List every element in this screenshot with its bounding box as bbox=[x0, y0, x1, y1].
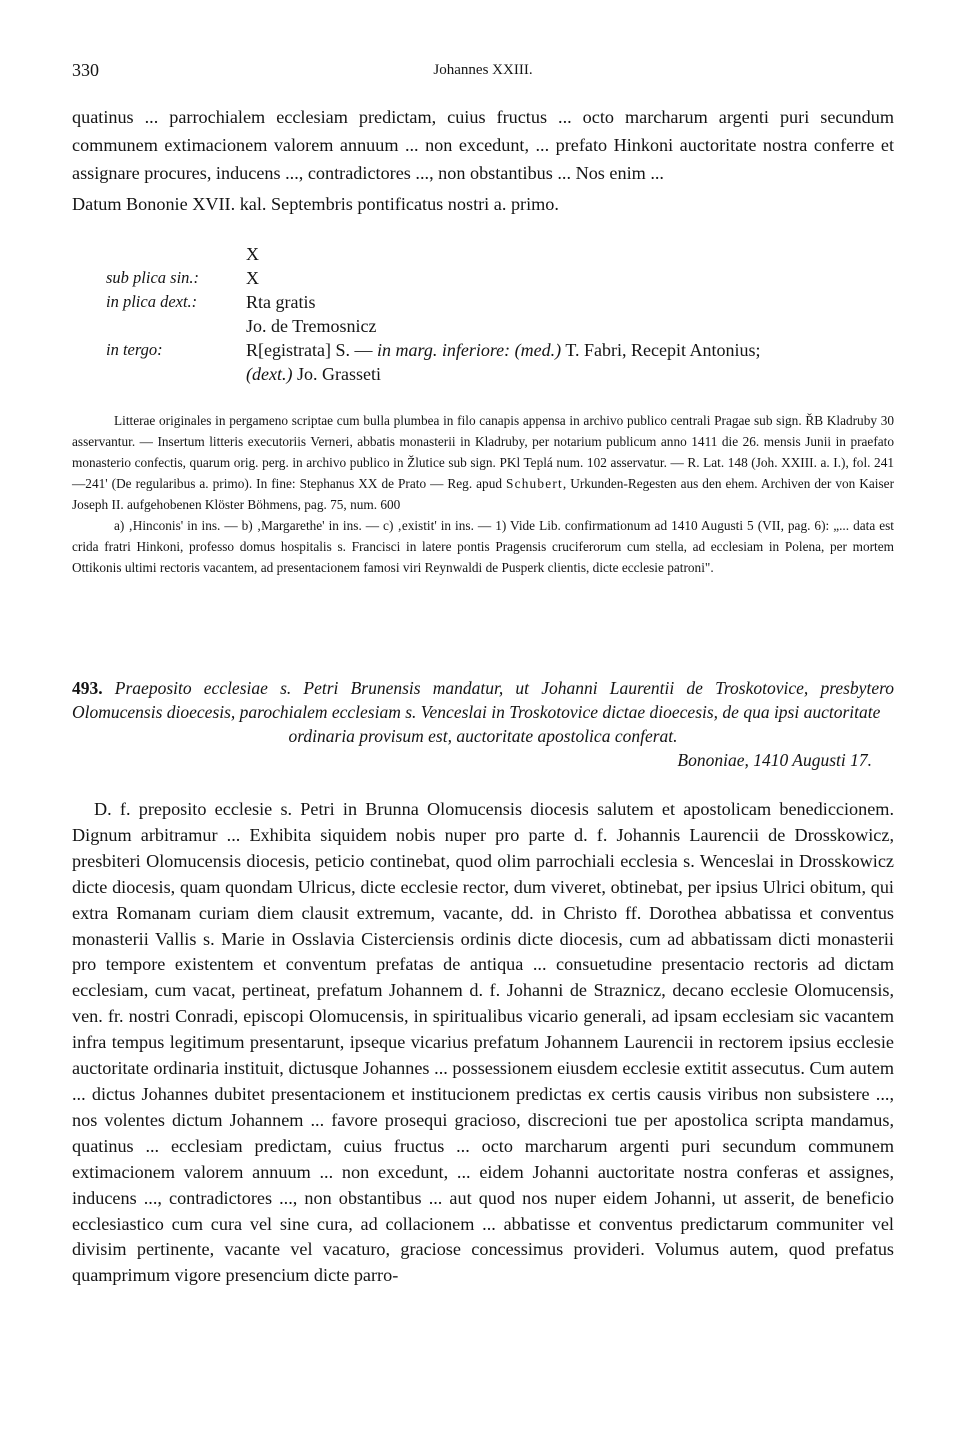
note-in-tergo-registrata: R[egistrata] S. — bbox=[246, 340, 373, 360]
regest-block bbox=[72, 676, 894, 772]
note-label-in-tergo: in tergo: bbox=[106, 340, 163, 359]
note-value-in-plica: Rta gratis bbox=[246, 292, 316, 312]
apparatus-tradition-text: Litterae originales in pergameno scriptae cum bulla plumbea in filo canapis appensa in archivo publico centrali Pragae sub sign. ŘB Kladruby 30 asservantur. — Insertum litteris executoriis Verneri, abbatis monasterii in Kladruby, per notarium publicum anno 1411 die 26. mensis Junii in praefato monasterio confectis, quarum orig. perg. in archivo publico in Žlutice sub sign. PKl Teplá num. 102 asservatur. — R. Lat. 148 (Joh. XXIII. a. I.), fol. 241—241' (De regularibus a. primo). In fine: Stephanus XX de Prato — Reg. apud bbox=[72, 413, 894, 491]
body-text: D. f. preposito ecclesie s. Petri in Brunna Olomucensis diocesis salutem et apostolicam benediccionem. Dignum arbitramur ... Exhibita siquidem nobis nuper pro parte d. f. Johannis Laurencii de Drosskowicz, presbiteri Olomucensis diocesis, peticio continebat, quod olim parrochiali ecclesia s. Wenceslai in Drosskowicz dicte diocesis, quam quondam Ulricus, dicte ecclesie rector, dum viveret, obtinebat, per ipsius Ulrici obitum, qui extra Romanam curiam diem clausit extremum, vacante, dd. in Christo ff. Dorothea abbatissa et conventus monasterii Vallis s. Marie in Osslavia Cisterciensis ordinis dicte diocesis, cum ad abbatissam dicti monasterii pro tempore existentem et conventum prefatas de antiqua ... consuetudine presentacio rectoris ad dictam ecclesiam, cum vacat, pertineat, prefatum Johannem d. f. Johanni de Straznicz, decano ecclesie Olomucensis, ven. fr. nostri Conradi, episcopi Olomucensis, in spiritualibus vicario generali, ad ipsam ecclesiam sic vacantem infra tempus legitimum presentarunt, ipseque vicarius prefatum Johannem Laurencii in rectorem ipsius ecclesie auctoritate ordinaria instituit, dictusque Johannes ... possessionem eiusdem ecclesie extitit assecutus. Cum autem ... dictus Johannes dubitet presentacionem et institucionem predictas ex certis causis viribus non subsistere ..., nos volentes dictum Johannem ... favore prosequi gracioso, discrecioni tue per apostolica scripta mandamus, quatinus ... ecclesiam predictam, cuius fructus ... octo marcharum argenti puri secundum communem extimacionem valorem annuum ... non excedunt, ... eidem Johanni auctoritate nostra conferas et assignes, inducens ..., contradictores ..., non obstantibus ... aut quod nos nuper eidem Johanni, ut asserit, de beneficio ecclesiastico cum cura vel sine cura, ad collacionem ... abbatisse et conventus predictarum communiter vel divisim pertinente, vacante vel vacaturo, graciose concessimus provideri. Volumus autem, quod prefatus quamprimum vigore presencium dicte parro- bbox=[72, 799, 894, 1286]
note-row-sub-plica bbox=[106, 266, 894, 290]
note-in-tergo-dext: (dext.) bbox=[246, 364, 293, 384]
page-number: 330 bbox=[72, 60, 99, 80]
apparatus-footnotes: a) ‚Hinconis' in ins. — b) ‚Margarethe' in ins. — c) ‚existit' in ins. — 1) Vide Lib. confirmationum ad 1410 Augusti 5 (VII, pag. 6): „... data est crida fratri Hinkoni, professo domus hospitalis s. Francisci in latere pontis Pragensis cruciferorum cum stella, ad ecclesiam in Polena, per mortem Ottikonis ultimi rectoris vacantem, ad presentacionem famosi viri Reynwaldi de Pusperk clientis, dicte ecclesie patroni". bbox=[72, 518, 894, 575]
regest-place-date: Bononiae, 1410 Augusti 17. bbox=[677, 750, 872, 770]
note-in-tergo-grasseti: Jo. Grasseti bbox=[296, 364, 381, 384]
note-row-in-plica bbox=[106, 290, 894, 314]
dating-clause: Datum Bononie XVII. kal. Septembris pontificatus nostri a. primo. bbox=[72, 194, 559, 214]
note-label-in-plica: in plica dext.: bbox=[106, 292, 198, 311]
note-mark: X bbox=[246, 244, 259, 264]
continuation-text: quatinus ... parrochialem ecclesiam predictam, cuius fructus ... octo marcharum argenti puri secundum communem extimacionem valorem annuum ... non excedunt, ... prefato Hinkoni auctoritate nostra conferre et assignare procures, inducens ..., contradictores ..., non obstantibus ... Nos enim ... bbox=[72, 107, 894, 183]
apparatus-author-schubert: Schubert bbox=[506, 476, 563, 491]
document-body bbox=[72, 797, 894, 1289]
page-header bbox=[72, 60, 894, 84]
regest-text: Praeposito ecclesiae s. Petri Brunensis mandatur, ut Johanni Laurentii de Troskotovice, presbytero Olomucensis dioecesis, parochialem ecclesiam s. Venceslai in Troskotovice dictae dioecesis, de qua ipsi auctoritate bbox=[72, 678, 894, 722]
note-row-mark bbox=[106, 242, 894, 266]
note-row-in-plica-2 bbox=[106, 314, 894, 338]
critical-apparatus bbox=[72, 410, 894, 578]
note-value-in-tergo-2 bbox=[246, 362, 894, 386]
note-value-sub-plica: X bbox=[246, 268, 259, 288]
continuation-block bbox=[72, 103, 894, 218]
apparatus-tradition-text-2: , Urkunden-Regesten aus den ehem. Archiven der von Kaiser Joseph II. aufgehobenen Klöster Böhmens, pag. 75, num. 600 bbox=[72, 476, 894, 512]
apparatus-tradition bbox=[72, 410, 894, 515]
note-row-in-tergo bbox=[106, 338, 894, 362]
note-label-sub-plica: sub plica sin.: bbox=[106, 268, 200, 287]
chancery-notes bbox=[106, 242, 894, 386]
note-in-tergo-margin: in marg. inferiore: (med.) bbox=[376, 340, 562, 360]
note-value-in-plica-2: Jo. de Tremosnicz bbox=[246, 316, 377, 336]
note-value-in-tergo bbox=[246, 338, 894, 362]
regest-text-block bbox=[72, 676, 894, 724]
note-in-tergo-names: T. Fabri, Recepit Antonius; bbox=[565, 340, 761, 360]
document-number: 493. bbox=[72, 678, 103, 698]
running-title: Johannes XXIII. bbox=[433, 62, 533, 78]
note-row-in-tergo-2 bbox=[106, 362, 894, 386]
regest-last-line: ordinaria provisum est, auctoritate apostolica conferat. bbox=[288, 726, 678, 746]
